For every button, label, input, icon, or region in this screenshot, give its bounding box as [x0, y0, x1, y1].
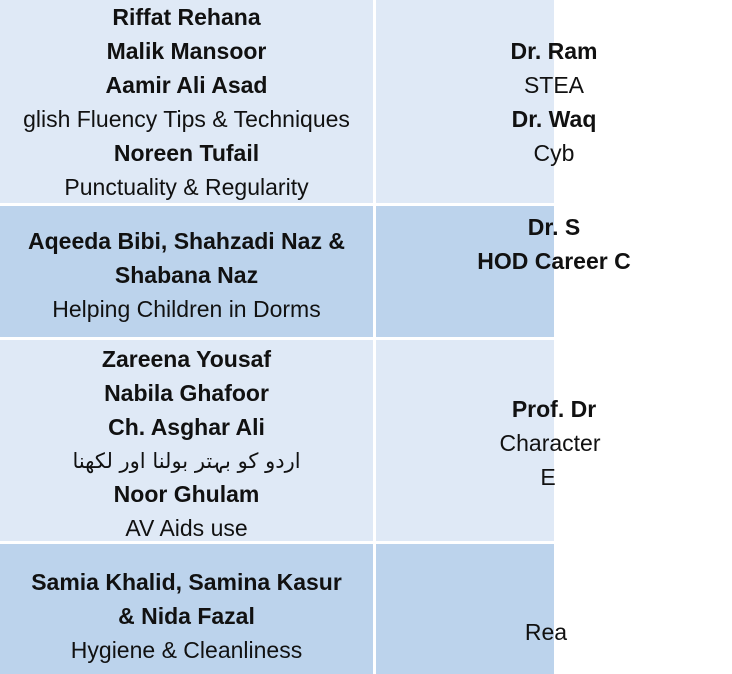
row-divider — [0, 337, 554, 340]
trainers-cell — [0, 206, 373, 337]
trainer-names: Samia Khalid, Samina Kasur — [31, 569, 342, 595]
trainer-name: Noreen Tufail — [113, 140, 260, 166]
speaker-role: HOD Career C — [477, 248, 631, 274]
session-topic: STEA — [523, 72, 585, 98]
trainer-name: Aamir Ali Asad — [105, 72, 268, 98]
session-topic: Rea — [524, 619, 568, 645]
trainer-name: Zareena Yousaf — [101, 346, 272, 372]
speakers-cell — [376, 0, 598, 203]
session-topic: Hygiene & Cleanliness — [70, 637, 303, 663]
trainer-name: Nabila Ghafoor — [104, 380, 269, 406]
trainers-cell — [0, 340, 373, 541]
trainer-names: Aqeeda Bibi, Shahzadi Naz & — [28, 228, 345, 254]
trainer-names: & Nida Fazal — [118, 603, 255, 629]
trainer-names: Shabana Naz — [114, 262, 259, 288]
speaker-name: Prof. Dr — [511, 396, 597, 422]
session-topic: E — [540, 464, 556, 490]
table-row — [0, 544, 568, 674]
speaker-name: Dr. S — [527, 214, 581, 240]
trainers-cell — [0, 544, 373, 674]
speakers-cell — [376, 340, 601, 541]
row-divider — [0, 541, 554, 544]
table-row — [0, 0, 598, 203]
speaker-name: Dr. Ram — [510, 38, 598, 64]
speakers-cell — [376, 544, 568, 674]
speaker-name: Dr. Waq — [511, 106, 597, 132]
session-topic: glish Fluency Tips & Techniques — [23, 106, 350, 132]
table-row — [0, 206, 631, 337]
trainer-name: Noor Ghulam — [113, 481, 260, 507]
speakers-cell — [376, 206, 631, 337]
trainer-name: Riffat Rehana — [112, 4, 261, 30]
session-topic: AV Aids use — [125, 515, 248, 541]
session-topic: Helping Children in Dorms — [52, 296, 321, 322]
trainer-name: Ch. Asghar Ali — [108, 414, 265, 440]
session-topic: Character — [499, 430, 601, 456]
row-divider — [0, 203, 554, 206]
session-topic: Punctuality & Regularity — [64, 174, 309, 200]
table-row — [0, 340, 601, 541]
session-topic: Cyb — [533, 140, 575, 166]
session-topic-urdu: اردو کو بہتر بولنا اور لکھنا — [72, 449, 301, 473]
trainer-name: Malik Mansoor — [106, 38, 267, 64]
trainers-cell — [0, 0, 373, 203]
